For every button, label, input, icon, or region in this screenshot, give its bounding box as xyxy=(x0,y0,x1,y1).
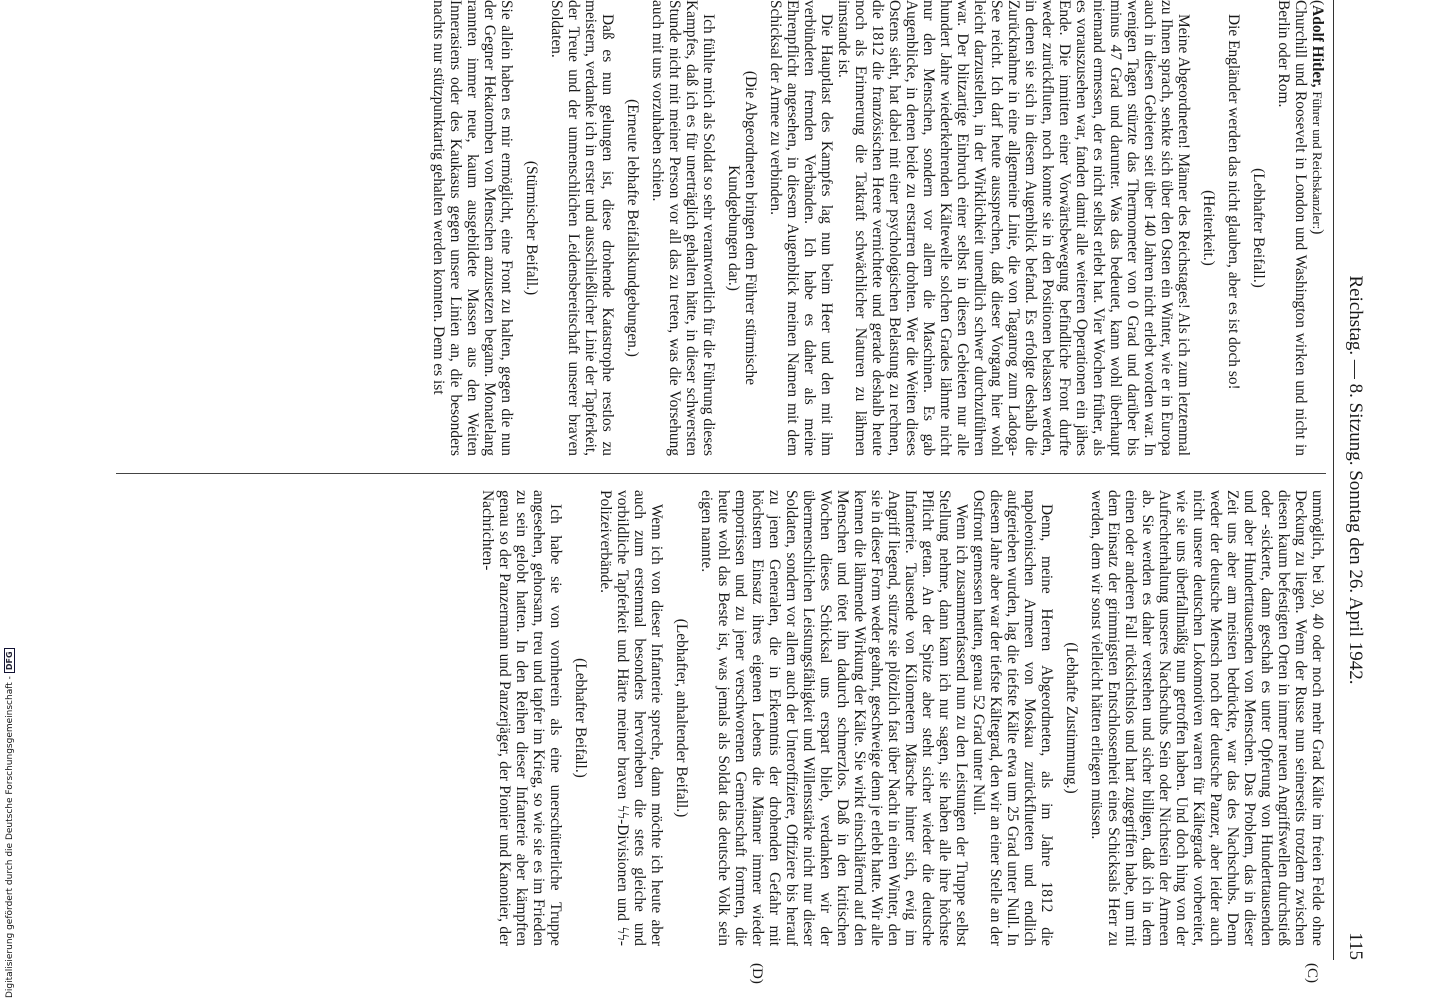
page-number: 115 xyxy=(1345,932,1366,960)
stage-direction: (Stürmischer Beifall.) xyxy=(523,160,540,296)
stage-direction: (Lebhafter, anhaltender Beifall.) xyxy=(673,618,690,818)
paragraph: Die Hauptlast des Kampfes lag nun beim Heer und den mit ihm verbündeten fremden Verbänden. Ich habe es daher als meine Ehrenpflicht angesehen, in diesem Augenblick meinen Namen mit dem Schicksal der Armee zu verbinden. xyxy=(767,0,835,456)
paragraph: Meine Abgeordneten! Männer des Reichstages! Als ich zum letztenmal zu Ihnen sprach, senkte sich über den Osten ein Winter, wie er in Europa auch in diesen Gebieten seit über 140 Jahren nicht erlebt worden war. In wenigen Tagen stürzte das Thermometer von 0 Grad und darüber bis minus 47 Grad und darunter. Was das bedeutet, kann wohl überhaupt niemand ermessen, der es nicht selbst erlebt hat. Vier Wochen früher, als es vorauszusehen war, fanden damit alle weiteren Operationen ein jähes Ende. Die inmitten einer Vorwärtsbewegung befindliche Front durfte weder zurückfluten, noch konnte sie in den Positionen belassen werden, in denen sie sich in diesem Augenblick befand. Es erfolgte deshalb die Zurücknahme in eine allgemeine Linie, die von Taganrog zum Ladoga-See reicht. Ich darf heute aussprechen, daß dieser Vorgang hier wohl leicht darzustellen, in der Wirklichkeit unendlich schwer durchzuführen war. Der blitzartige Einbruch einer selbst in diesen Gebieten nur alle hundert Jahre wiederkehrenden Kältewelle solchen Grades lähmte nicht nur den Menschen, sondern vor allem die Maschinen. Es gab Augenblicke, in denen beide zu erstarren drohten. Wer die Weiten dieses Ostens sieht, hat dabei mit einer psychologischen Belastung zu rechnen, die 1812 die französischen Heere vernichtete und gerade deshalb heute noch als Erinnerung die Tatkraft schwächlicher Naturen zu lähmen imstande ist. xyxy=(835,0,1192,456)
margin-marker-c: (C) xyxy=(1304,963,1320,983)
paragraph: Sie allein haben es mir ermöglicht, eine Front zu halten, gegen die nun der Gegner Hekatomben von Menschen anzusetzen begann. Monatelang rannten immer neue, kaum ausgebildete Massen aus den Weiten Innerasiens oder des Kaukasus gegen unsere Linien an, die besonders nachts nur stützpunktartig gehalten werden konnten. Denn es ist xyxy=(430,0,515,456)
rotated-page xyxy=(105,0,1370,984)
stage-direction: (Lebhafter Beifall.) xyxy=(572,658,589,778)
credit-text: Digitalisierung gefördert durch die Deutsche Forschungsgemeinschaft - xyxy=(5,676,15,998)
paragraph: Die Engländer werden das nicht glauben, aber es ist doch so! xyxy=(1225,14,1242,390)
paragraph: Denn, meine Herren Abgeordneten, als im Jahre 1812 die napoleonischen Armeen von Moskau zurückfluteten und endlich aufgerieben wurden, lag die tiefste Kälte etwa um 25 Grad unter Null. In diesem Jahre aber war der tiefste Kältegrad, den wir an einer Stelle an der Ostfront gemessen hatten, genau 52 Grad unter Null. xyxy=(970,490,1055,946)
dfg-logo: DFG xyxy=(4,648,15,673)
stage-direction: (Erneute lebhafte Beifallskundgebungen.) xyxy=(624,99,641,357)
digitization-credit xyxy=(4,648,15,998)
paragraph: Ich fühlte mich als Soldat so sehr verantwortlich für die Führung dieses Kampfes, daß ich es für unerträglich gehalten hätte, in dieser schwersten Stunde nicht mit meiner Person vor all das zu treten, was die Vorsehung auch mit uns vorzuhaben schien. xyxy=(649,0,717,456)
margin-marker-d: (D) xyxy=(749,963,765,984)
stage-direction: (Heiterkeit.) xyxy=(1200,190,1217,266)
paragraph: Wenn ich von dieser Infanterie spreche, dann möchte ich heute aber auch zum erstenmal besonders hervorheben die stets gleiche und vorbildliche Tapferkeit und Härte meiner braven ϟϟ-Divisionen und ϟϟ-Polizeiverbände. xyxy=(597,490,665,946)
paragraph: Churchill und Roosevelt in London und Washington wirken und nicht in Berlin oder Rom. xyxy=(1275,0,1309,456)
paragraph: unmöglich, bei 30, 40 oder noch mehr Grad Kälte im freien Felde ohne Deckung zu liegen. Wenn der Russe nun seinerseits trotzdem zwischen diesen kaum befestigten Orten in immer neuen Angriffswellen durchstieß oder -sickerte, dann geschah es unter Opferung von Hunderttausenden und aber Hunderttausenden von Menschen. Das Problem, das in dieser Zeit uns aber am meisten bedrückte, war das des Nachschubs. Denn weder der deutsche Mensch noch der deutsche Panzer, aber leider auch nicht unsere deutschen Lokomotiven waren für Kältegrade vorbereitet, wie sie uns überfallmäßig nun getroffen haben. Und doch hing von der Aufrechterhaltung unseres Nachschubs Sein oder Nichtsein der Armeen ab. Sie werden es daher verstehen und sicher billigen, daß ich in dem einen oder anderen Fall rücksichtslos und hart zugegriffen habe, um mit dem Einsatz der grimmigsten Entschlossenheit eines Schicksals Herr zu werden, dem wir sonst vielleicht hätten erliegen müssen. xyxy=(1088,490,1326,946)
speaker-line: (Adolf Hitler, Führer und Reichskanzler:) xyxy=(1309,0,1326,235)
paragraph: Wenn ich zusammenfassend nun zu den Leistungen der Truppe selbst Stellung nehme, dann kann ich nur sagen, sie haben alle ihre höchste Pflicht getan. An der Spitze aber steht sicher wieder die deutsche Infanterie. Tausende von Kilometern Märsche hinter sich, ewig im Angriff liegend, stürzte sie plötzlich fast über Nacht in einen Winter, den sie in dieser Form weder geahnt, geschweige denn je erlebt hatte. Wir alle kennen die lähmende Wirkung der Kälte. Sie wirkt einschläfernd auf den Menschen und tötet ihn dadurch schmerzlos. Daß in den kritischen Wochen dieses Schicksal uns erspart blieb, verdanken wir der übermenschlichen Leistungsfähigkeit und Willensstärke nicht nur dieser Soldaten, sondern vor allem auch der Unteroffiziere, Offiziere bis herauf zu jenen Generalen, die in Erkenntnis der drohenden Gefahr mit höchstem Einsatz ihres eigenen Lebens die Männer immer wieder emporrissen und zu jener verschworenen Gemeinschaft formten, die heute wohl das Beste ist, was jemals als Soldat das deutsche Volk sein eigen nannte. xyxy=(698,490,970,946)
left-column xyxy=(430,0,1326,456)
header-rule xyxy=(1333,0,1334,960)
paragraph: Daß es nun gelungen ist, diese drohende Katastrophe restlos zu meistern, verdanke ich in erster und ausschließlicher Linie der Tapferkeit, der Treue und der unmenschlichen Leidensbereitschaft unserer braven Soldaten. xyxy=(548,0,616,456)
right-column xyxy=(479,490,1326,946)
column-divider xyxy=(116,473,1326,474)
stage-direction: (Lebhafte Zustimmung.) xyxy=(1063,642,1080,794)
stage-direction: (Lebhafter Beifall.) xyxy=(1250,168,1267,288)
page-title: Reichstag. — 8. Sitzung. Sonntag den 26. April 1942. xyxy=(1345,275,1366,685)
paragraph: Ich habe sie von vornherein als eine unerschütterliche Truppe angesehen, gehorsam, treu und tapfer im Krieg, so wie sie es im Frieden zu sein gelobt hatten. In den Reihen dieser Infanterie aber kämpften genau so der Panzermann und Panzerjäger, der Pionier und Kanonier, der Nachrichten- xyxy=(479,490,564,946)
speaker-name: Adolf Hitler, xyxy=(1309,5,1326,88)
stage-direction: (Die Abgeordneten bringen dem Führer stürmische Kundgebungen dar.) xyxy=(725,70,759,386)
speaker-role: Führer und Reichskanzler: xyxy=(1310,91,1325,230)
page-header xyxy=(1334,0,1370,960)
